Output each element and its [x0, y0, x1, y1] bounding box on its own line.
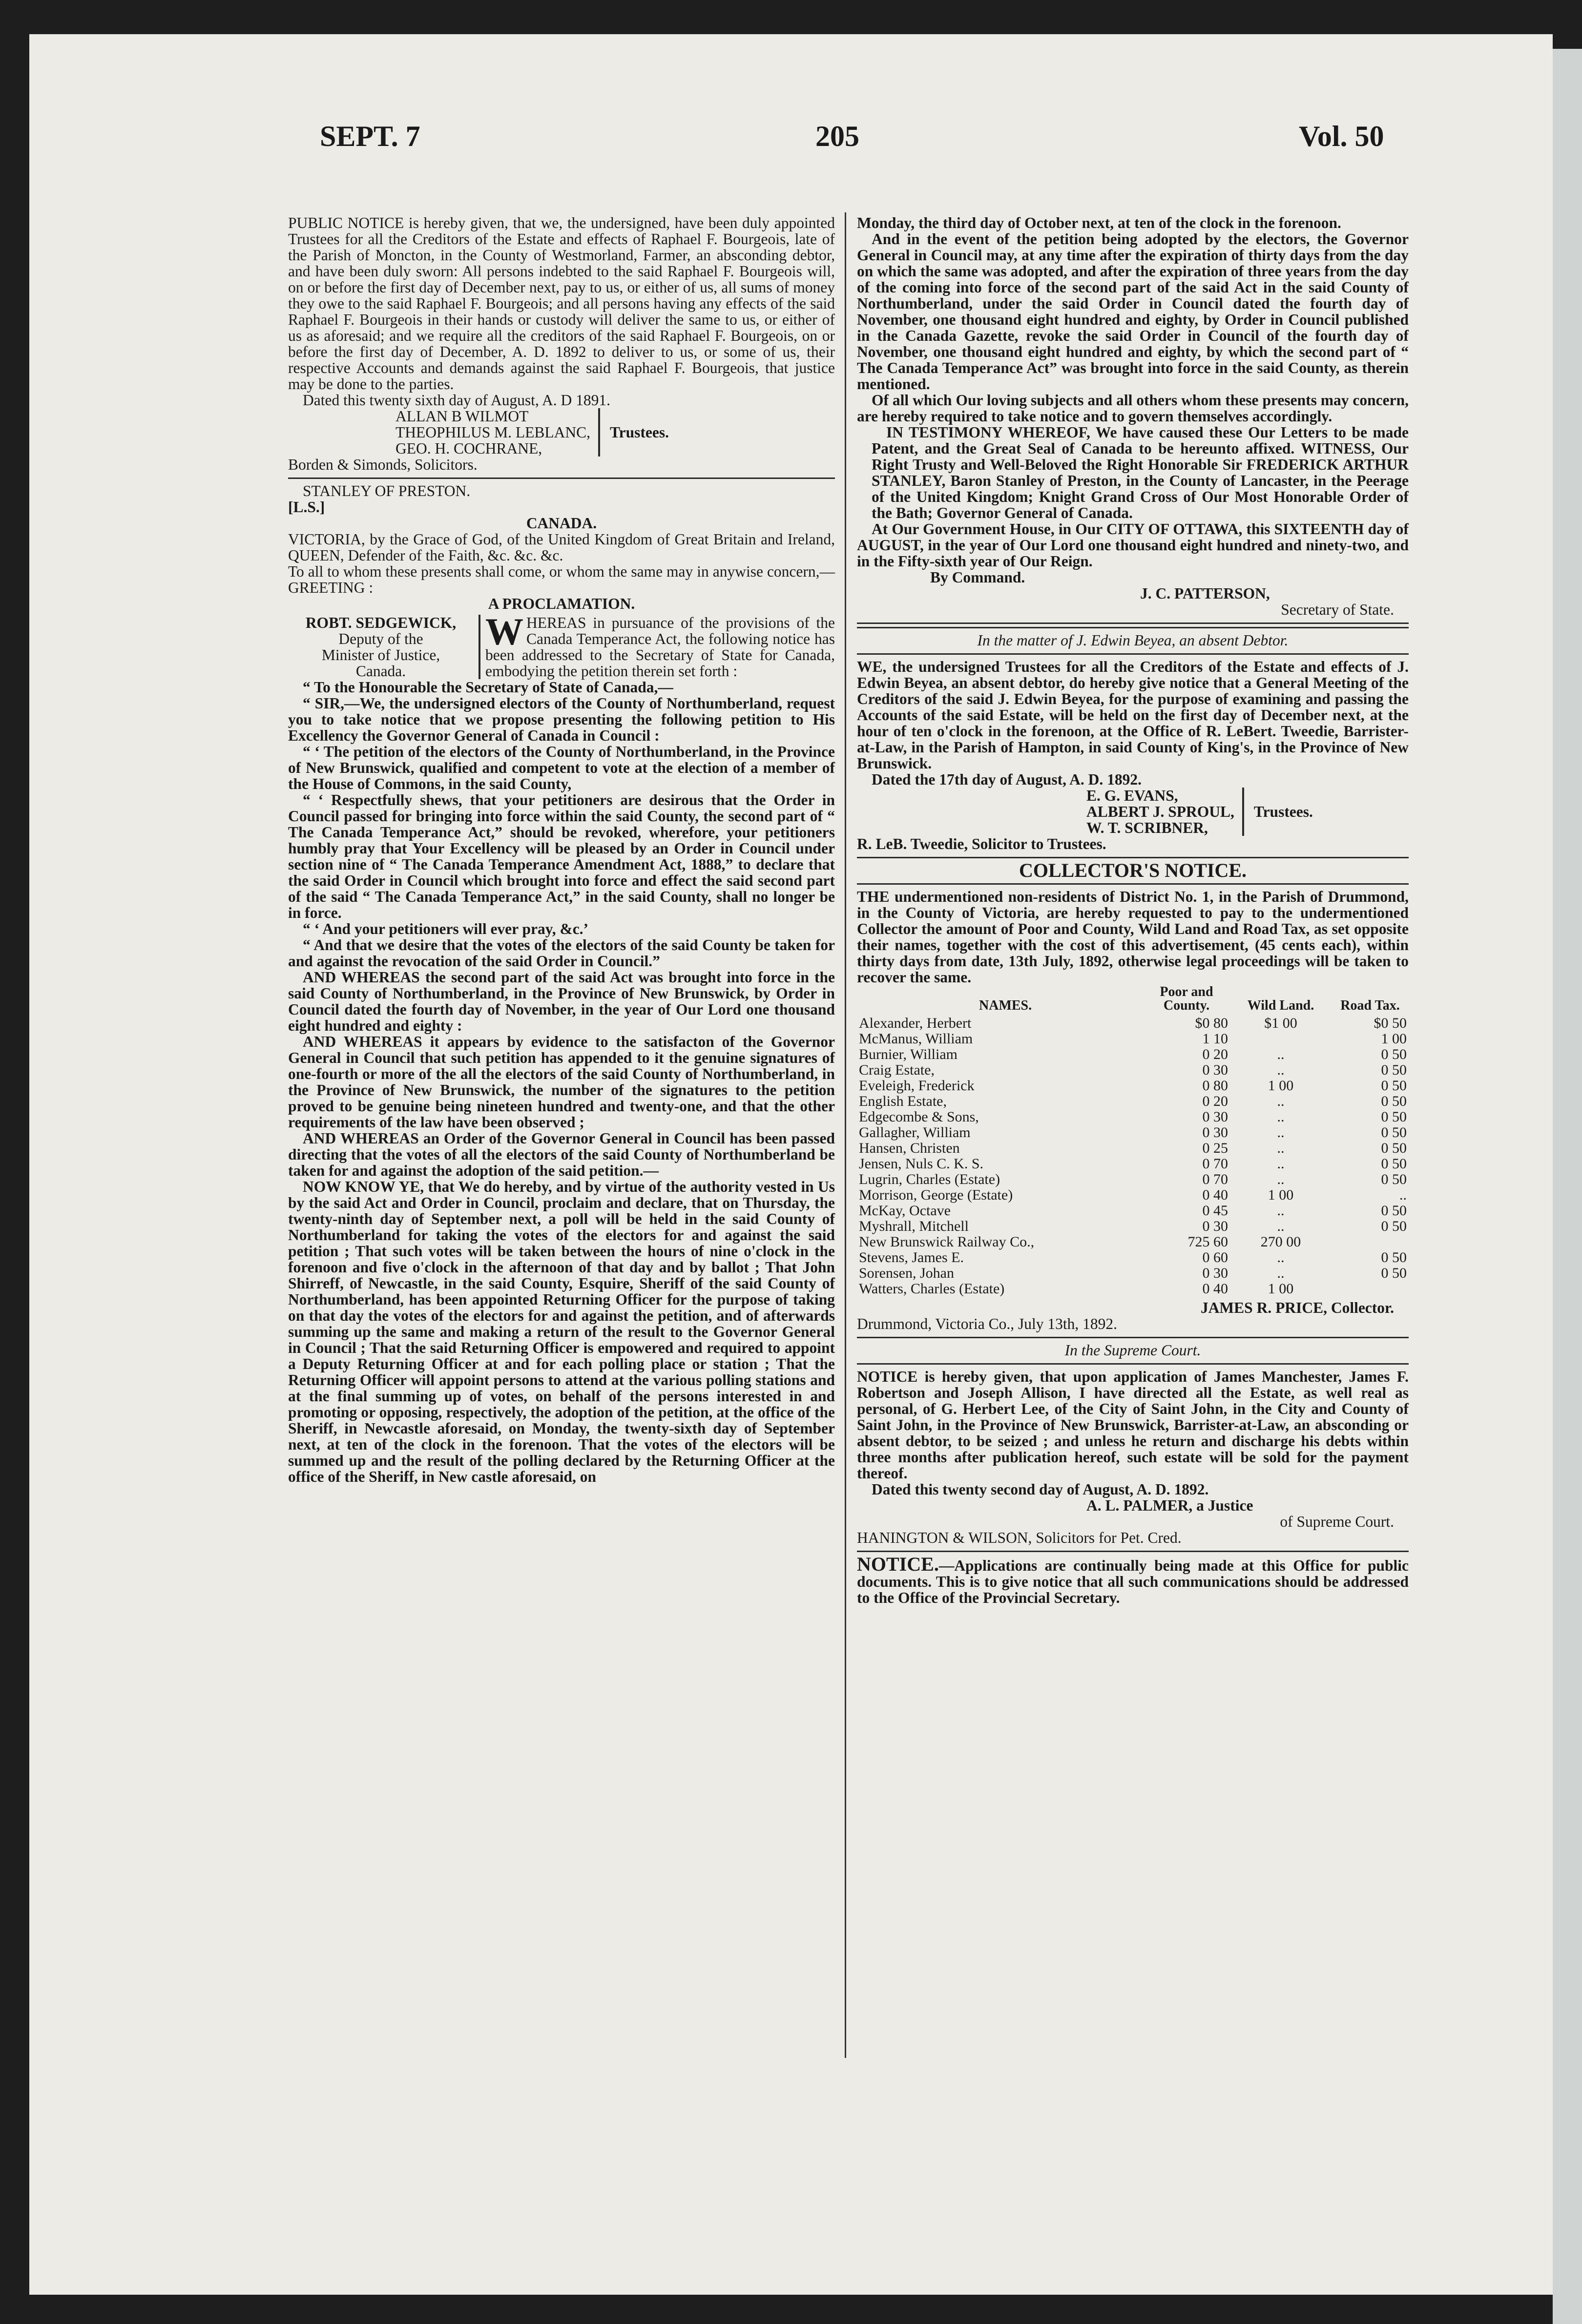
- divider: [857, 1337, 1409, 1338]
- deputy-minister: ROBT. SEDGEWICK, Deputy of the Minister of Justice, Canada.: [288, 615, 480, 679]
- cell-poor-county: 0 30: [1202, 1265, 1228, 1281]
- proclamation-to-all: To all to whom these presents shall come, or whom the same may in anywise concern,—GREETING :: [288, 563, 835, 596]
- table-row: [857, 1156, 1409, 1172]
- cell-name: Myshrall, Mitchell: [859, 1218, 969, 1234]
- whereas-text: HEREAS in pursuance of the provisions of the Canada Temperance Act, the following notice has been addressed to the Secretary of State for Canada, embodying the petition therein set forth :: [485, 614, 835, 680]
- table-row: [857, 1125, 1409, 1141]
- cell-name: Lugrin, Charles (Estate): [859, 1171, 1000, 1187]
- cell-road-tax: 0 50: [1381, 1124, 1407, 1141]
- beyea-notice: WE, the undersigned Trustees for all the Creditors of the Estate and effects of J. Edwin Beyea, an absent debtor, do hereby give notice that a General Meeting of the Creditors of the said J. Edwin Beyea, for the purpose of examining and passing the Accounts of the said Estate, will be held on the first day of December next, at the hour of ten o'clock in the forenoon, at the Office of R. LeBert. Tweedie, Barrister-at-Law, in the Parish of Hampton, in said County of King's, in the Province of New Brunswick.: [857, 658, 1409, 772]
- cell-name: Alexander, Herbert: [859, 1015, 972, 1031]
- collector-notice: THE undermentioned non-residents of District No. 1, in the Parish of Drummond, in the County of Victoria, are hereby requested to pay to the undermentioned Collector the amount of Poor and County, Wild Land and Road Tax, as set opposite their names, together with the cost of this advertisement, (45 cents each), within thirty days from date, 13th July, 1892, otherwise legal proceedings will be taken to recover the same.: [857, 888, 1409, 986]
- divider: [288, 477, 835, 479]
- cell-name: Stevens, James E.: [859, 1249, 964, 1266]
- cell-poor-county: 0 30: [1202, 1124, 1228, 1141]
- cell-name: McKay, Octave: [859, 1203, 951, 1219]
- cell-poor-county: 0 30: [1202, 1062, 1228, 1078]
- table-row: [857, 1219, 1409, 1234]
- table-row: [857, 1203, 1409, 1219]
- table-row: [857, 1094, 1409, 1109]
- cell-name: Edgecombe & Sons,: [859, 1109, 979, 1125]
- drop-cap: W: [485, 610, 523, 653]
- col-road-tax: Road Tax.: [1340, 998, 1400, 1013]
- cell-wild-land: ..: [1277, 1203, 1285, 1219]
- divider: [857, 1363, 1409, 1365]
- page-edge: [1553, 49, 1582, 2324]
- petition-sir: “ SIR,—We, the undersigned electors of the County of Northumberland, request you to take notice that we propose presenting the following petition to His Excellency the Governor General of Canada in Council :: [288, 695, 835, 744]
- and-whereas-2: AND WHEREAS it appears by evidence to the satisfacton of the Governor General in Council that such petition has appended to it the genuine signatures of one-fourth or more of the all the electors of the said County of Northumberland, in the Province of New Brunswick, the number of the signatures to the petition proved to be genuine being nineteen hundred and twenty-one, and that the other requirements of the law have been observed ;: [288, 1033, 835, 1131]
- cell-road-tax: 0 50: [1381, 1078, 1407, 1094]
- notice-lead: NOTICE.: [857, 1553, 939, 1575]
- collector-signature: JAMES R. PRICE, Collector.: [1200, 1299, 1394, 1316]
- cell-wild-land: ..: [1277, 1109, 1285, 1125]
- cell-wild-land: ..: [1277, 1124, 1285, 1141]
- petition-shews: “ ‘ Respectfully shews, that your petitioners are desirous that the Order in Council passed for bringing into force within the said County, the second part of “ The Canada Temperance Act,” should be revoked, wherefore, your petitioners humbly pray that Your Excellency will be pleased by an Order in Council under section nine of “ The Canada Temperance Amendment Act, 1888,” to declare that the said Order in Council which brought into force and effect the said second part of the said “ The Canada Temperance Act,” in the said County, shall no longer be in force.: [288, 791, 835, 921]
- cell-road-tax: [1332, 1234, 1409, 1250]
- provincial-secretary-notice: —Applications are continually being made at this Office for public documents. This is to give notice that all such communications should be addressed to the Office of the Provincial Secretary.: [857, 1557, 1409, 1606]
- bourgeois-notice: PUBLIC NOTICE is hereby given, that we, the undersigned, have been duly appointed Trustees for all the Creditors of the Estate and effects of Raphael F. Bourgeois, late of the Parish of Moncton, in the County of Westmorland, Farmer, an absconding debtor, and have been duly sworn: All persons indebted to the said Raphael F. Bourgeois will, on or before the first day of December next, pay to us, or either of us, all sums of money they owe to the said Raphael F. Bourgeois; and all persons having any effects of the said Raphael F. Bourgeois in their hands or custody will deliver the same to us, or either of us as aforesaid; and we require all the creditors of the said Raphael F. Bourgeois, on or before the first day of December, A. D. 1892 to deliver to us, or some of us, their respective Accounts and demands against the said Raphael F. Bourgeois, that justice may be done to the parties.: [288, 214, 835, 393]
- cell-name: Craig Estate,: [859, 1062, 935, 1078]
- secretary-of-state: Secretary of State.: [1281, 601, 1394, 618]
- cell-wild-land: 1 00: [1268, 1078, 1294, 1094]
- table-row: [857, 1141, 1409, 1156]
- cell-name: McManus, William: [859, 1031, 973, 1047]
- beyea-trustees: [1086, 788, 1409, 836]
- table-row: [857, 1234, 1409, 1250]
- cell-poor-county: 1 10: [1202, 1031, 1228, 1047]
- cell-wild-land: ..: [1277, 1265, 1285, 1281]
- and-whereas-1: AND WHEREAS the second part of the said Act was brought into force in the said County of Northumberland, in the Province of New Brunswick, by Order in Council dated the fourth day of November, in the year of Our Lord one thousand eight hundred and eighty :: [288, 969, 835, 1034]
- table-header-row: [857, 985, 1409, 1016]
- cell-road-tax: 0 50: [1381, 1265, 1407, 1281]
- proclamation-seal: [L.S.]: [288, 498, 325, 516]
- right-column: [857, 215, 1409, 1606]
- cell-wild-land: ..: [1277, 1093, 1285, 1109]
- cell-road-tax: ..: [1399, 1187, 1407, 1203]
- trustee-name: E. G. EVANS,: [1086, 787, 1178, 804]
- table-row: [857, 1031, 1409, 1047]
- cell-wild-land: ..: [1277, 1140, 1285, 1156]
- cell-road-tax: 0 50: [1381, 1249, 1407, 1266]
- table-row: [857, 1109, 1409, 1125]
- cell-name: Sorensen, Johan: [859, 1265, 954, 1281]
- table-row: [857, 1281, 1409, 1297]
- header-date: SEPT. 7: [320, 120, 420, 152]
- cell-poor-county: 0 25: [1202, 1140, 1228, 1156]
- col-names: NAMES.: [979, 998, 1032, 1013]
- cell-poor-county: 725 60: [1187, 1234, 1228, 1250]
- petition-body: “ ‘ The petition of the electors of the County of Northumberland, in the Province of New Brunswick, qualified and competent to vote at the election of a member of the House of Commons, in the said County,: [288, 743, 835, 792]
- whereas-block: [288, 610, 835, 680]
- cell-poor-county: 0 30: [1202, 1109, 1228, 1125]
- divider: [857, 622, 1409, 628]
- petition-to: “ To the Honourable the Secretary of State of Canada,—: [303, 679, 673, 696]
- divider: [857, 857, 1409, 858]
- government-house: At Our Government House, in Our CITY OF OTTAWA, this SIXTEENTH day of AUGUST, in the year of Our Lord one thousand eight hundred and ninety-two, and in the Fifty-sixth year of Our Reign.: [857, 520, 1409, 570]
- cell-road-tax: $0 50: [1374, 1015, 1407, 1031]
- trustee-name: GEO. H. COCHRANE,: [396, 440, 542, 457]
- cell-poor-county: 0 70: [1202, 1171, 1228, 1187]
- volume-number: Vol. 50: [1299, 120, 1384, 152]
- cell-name: Watters, Charles (Estate): [859, 1281, 1005, 1297]
- cell-wild-land: ..: [1277, 1218, 1285, 1234]
- bourgeois-dated: Dated this twenty sixth day of August, A. D 1891.: [303, 392, 610, 409]
- table-row: [857, 1078, 1409, 1094]
- cell-name: New Brunswick Railway Co.,: [859, 1234, 1035, 1250]
- cell-poor-county: 0 30: [1202, 1218, 1228, 1234]
- table-row: [857, 1016, 1409, 1031]
- collector-place-date: Drummond, Victoria Co., July 13th, 1892.: [857, 1315, 1118, 1332]
- proclamation-title: A PROCLAMATION.: [488, 595, 635, 612]
- cell-road-tax: 0 50: [1381, 1156, 1407, 1172]
- left-column: [288, 215, 835, 1485]
- beyea-dated: Dated the 17th day of August, A. D. 1892.: [872, 771, 1142, 788]
- cell-wild-land: 270 00: [1260, 1234, 1301, 1250]
- cell-poor-county: 0 45: [1202, 1203, 1228, 1219]
- solicitors-pet-cred: HANINGTON & WILSON, Solicitors for Pet. Cred.: [857, 1529, 1182, 1546]
- proclamation-signature: STANLEY OF PRESTON.: [303, 482, 471, 499]
- cell-wild-land: 1 00: [1268, 1187, 1294, 1203]
- cell-wild-land: ..: [1277, 1046, 1285, 1062]
- supreme-court-dated: Dated this twenty second day of August, A. D. 1892.: [872, 1481, 1209, 1498]
- justice-signature: A. L. PALMER, a Justice: [1086, 1497, 1253, 1514]
- cell-name: Burnier, William: [859, 1046, 958, 1062]
- cell-wild-land: 1 00: [1268, 1281, 1294, 1297]
- supreme-court-title: In the Supreme Court.: [1064, 1342, 1201, 1359]
- divider: [857, 653, 1409, 655]
- revocation-clause: And in the event of the petition being adopted by the electors, the Governor General in Council may, at any time after the expiration of thirty days from the day on which the same was adopted, and after the expiration of three years from the day of the coming into force of the second part of the said Act in the said County of Northumberland, under the said Order in Council dated the fourth day of November, one thousand eight hundred and eighty, by Order in Council published in the Canada Gazette, revoke the said Order in Council of the fourth day of November, one thousand eight hundred and eighty, by which the second part of “ The Canada Temperance Act” was brought into force in the said County, as therein mentioned.: [857, 230, 1409, 393]
- trustees-label: Trustees.: [1253, 803, 1313, 820]
- divider: [857, 883, 1409, 885]
- cell-road-tax: [1332, 1281, 1409, 1297]
- bourgeois-solicitors: Borden & Simonds, Solicitors.: [288, 456, 478, 473]
- cell-poor-county: 0 70: [1202, 1156, 1228, 1172]
- cell-name: Jensen, Nuls C. K. S.: [859, 1156, 984, 1172]
- beyea-title: In the matter of J. Edwin Beyea, an absent Debtor.: [977, 632, 1289, 649]
- col-poor-county: Poor and County.: [1160, 984, 1213, 1013]
- cell-name: Hansen, Christen: [859, 1140, 960, 1156]
- cell-poor-county: 0 60: [1202, 1249, 1228, 1266]
- cell-name: English Estate,: [859, 1093, 947, 1109]
- cell-poor-county: 0 20: [1202, 1093, 1228, 1109]
- cell-poor-county: $0 80: [1195, 1015, 1228, 1031]
- cell-road-tax: 0 50: [1381, 1140, 1407, 1156]
- trustee-name: ALBERT J. SPROUL,: [1086, 803, 1234, 820]
- table-row: [857, 1047, 1409, 1062]
- page-number: 205: [815, 120, 859, 152]
- table-row: [857, 1187, 1409, 1203]
- table-row: [857, 1062, 1409, 1078]
- proclamation-country: CANADA.: [526, 515, 597, 532]
- cell-road-tax: 0 50: [1381, 1203, 1407, 1219]
- proclamation-victoria: VICTORIA, by the Grace of God, of the United Kingdom of Great Britain and Ireland, QUEEN, Defender of the Faith, &c. &c. &c.: [288, 531, 835, 564]
- trustee-name: THEOPHILUS M. LEBLANC,: [396, 424, 590, 441]
- cell-wild-land: ..: [1277, 1062, 1285, 1078]
- cell-name: Gallagher, William: [859, 1124, 971, 1141]
- supreme-court-notice: NOTICE is hereby given, that upon application of James Manchester, James F. Robertson and Joseph Allison, I have directed all the Estate, as well real as personal, of G. Herbert Lee, of the City of Saint John, in the City and County of Saint John, in the Province of New Brunswick, Barrister-at-Law, an absconding or absent debtor, to be seized ; and unless he return and discharge his debts within three months after publication hereof, such estate will be sold for the payment thereof.: [857, 1368, 1409, 1482]
- and-whereas-3: AND WHEREAS an Order of the Governor General in Council has been passed directing that the votes of all the electors of the said County of Northumberland be taken for and against the adoption of the said petition.—: [288, 1130, 835, 1179]
- now-know-ye: NOW KNOW YE, that We do hereby, and by virtue of the authority vested in Us by the said Act and Order in Council, proclaim and declare, that on Thursday, the twenty-ninth day of September next, a poll will be held in the said County of Northumberland for taking the votes of the electors for and against the said petition ; That such votes will be taken between the hours of nine o'clock in the forenoon and five o'clock in the afternoon of that day and by ballot ; That John Shirreff, of Newcastle, in the said County, Esquire, Sheriff of the said County of Northumberland, has been appointed Returning Officer for the purpose of taking on that day the votes of the electors for and against the petition, and of afterwards summing up the same and making a return of the result to the Governor General in Council ; That the said Returning Officer is empowered and required to appoint a Deputy Returning Officer at and for each polling place or station ; That the Returning Officer will appoint persons to attend at the various polling stations and at the final summing up of votes, on behalf of the persons interested in and promoting or opposing, respectively, the adoption of the petition, at the office of the Sheriff, in Newcastle aforesaid, on Monday, the twenty-sixth day of September next, at ten of the clock in the forenoon. That the votes of the electors will be summed up and the result of the polling declared by the Returning Officer at the office of the Sheriff, in New castle aforesaid, on: [288, 1178, 835, 1485]
- trustees-label: Trustees.: [610, 424, 669, 441]
- trustee-name: W. T. SCRIBNER,: [1086, 819, 1208, 836]
- testimony-clause: IN TESTIMONY WHEREOF, We have caused these Our Letters to be made Patent, and the Great Seal of Canada to be hereunto affixed. WITNESS, Our Right Trusty and Well-Beloved the Right Honorable Sir FREDERICK ARTHUR STANLEY, Baron Stanley of Preston, in the County of Lancaster, in the Peerage of the United Kingdom; Knight Grand Cross of Our Most Honorable Order of the Bath; Governor General of Canada.: [872, 424, 1409, 521]
- cell-poor-county: 0 20: [1202, 1046, 1228, 1062]
- cell-road-tax: 0 50: [1381, 1171, 1407, 1187]
- cell-wild-land: [1230, 1031, 1332, 1047]
- table-row: [857, 1172, 1409, 1187]
- cell-name: Eveleigh, Frederick: [859, 1078, 975, 1094]
- cell-wild-land: $1 00: [1264, 1015, 1297, 1031]
- petition-desire: “ And that we desire that the votes of the electors of the said County be taken for and against the revocation of the said Order in Council.”: [288, 936, 835, 970]
- cell-poor-county: 0 80: [1202, 1078, 1228, 1094]
- cell-poor-county: 0 40: [1202, 1187, 1228, 1203]
- cell-road-tax: 0 50: [1381, 1046, 1407, 1062]
- table-row: [857, 1266, 1409, 1281]
- petition-pray: “ ‘ And your petitioners will ever pray, &c.’: [303, 920, 589, 937]
- notice-clause: Of all which Our loving subjects and all others whom these presents may concern, are hereby required to take notice and to govern themselves accordingly.: [857, 392, 1409, 425]
- trustee-name: ALLAN B WILMOT: [396, 408, 529, 425]
- collector-title: COLLECTOR'S NOTICE.: [1019, 859, 1247, 881]
- col-wild-land: Wild Land.: [1247, 998, 1314, 1013]
- cell-road-tax: 0 50: [1381, 1109, 1407, 1125]
- cell-name: Morrison, George (Estate): [859, 1187, 1013, 1203]
- bourgeois-trustees: [396, 408, 835, 456]
- cell-road-tax: 0 50: [1381, 1218, 1407, 1234]
- divider: [857, 1551, 1409, 1552]
- cell-wild-land: ..: [1277, 1249, 1285, 1266]
- beyea-solicitor: R. LeB. Tweedie, Solicitor to Trustees.: [857, 835, 1106, 852]
- cell-wild-land: ..: [1277, 1156, 1285, 1172]
- cell-poor-county: 0 40: [1202, 1281, 1228, 1297]
- by-command: By Command.: [930, 569, 1025, 586]
- column-divider: [845, 212, 846, 2058]
- cell-road-tax: 1 00: [1381, 1031, 1407, 1047]
- cell-road-tax: 0 50: [1381, 1093, 1407, 1109]
- table-row: [857, 1250, 1409, 1266]
- cell-road-tax: 0 50: [1381, 1062, 1407, 1078]
- justice-title: of Supreme Court.: [1280, 1513, 1394, 1530]
- cell-wild-land: ..: [1277, 1171, 1285, 1187]
- proclamation-continued: Monday, the third day of October next, at ten of the clock in the forenoon.: [857, 214, 1341, 231]
- tax-table: [857, 985, 1409, 1297]
- patterson-signature: J. C. PATTERSON,: [1140, 585, 1270, 602]
